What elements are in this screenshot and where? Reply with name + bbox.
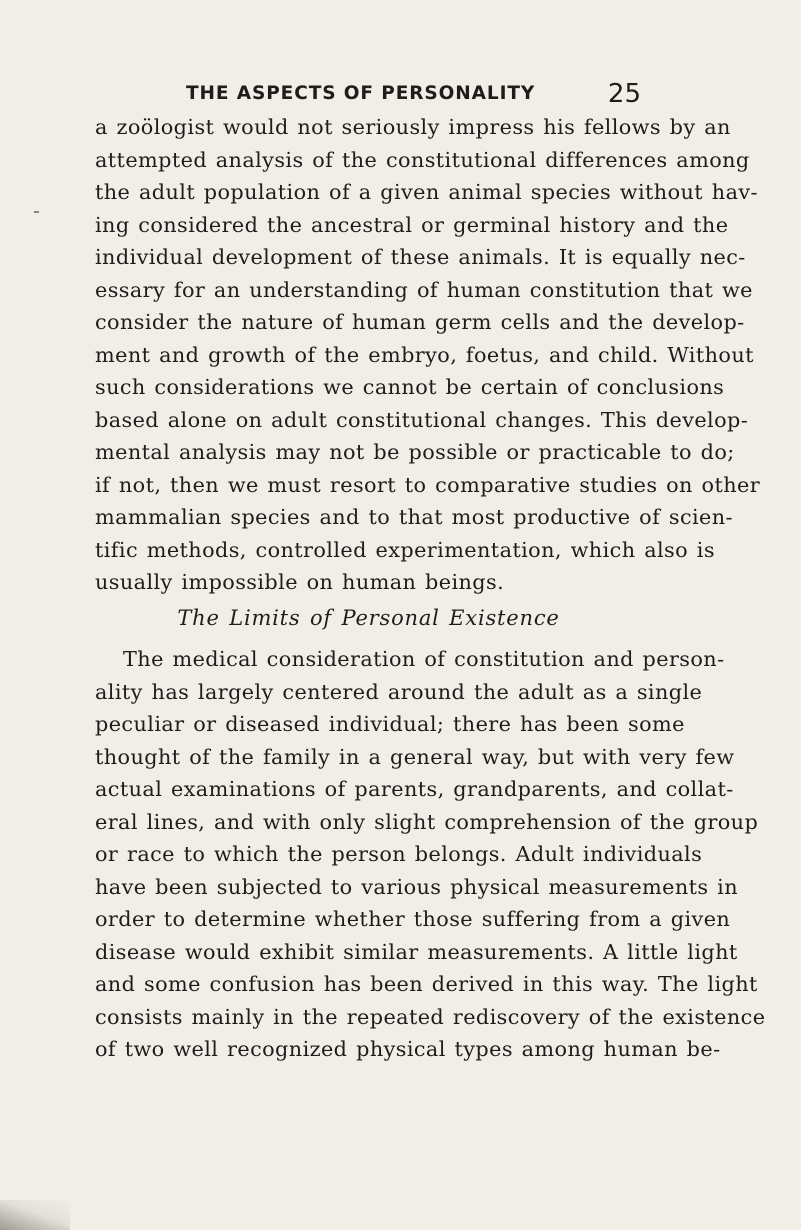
margin-mark (34, 211, 39, 213)
text-line: mental analysis may not be possible or practicable to do; (95, 440, 735, 464)
text-line: tific methods, controlled experimentation, which also is (95, 537, 715, 562)
text-line: individual development of these animals. It is equally nec- (95, 245, 746, 269)
page-header (186, 79, 641, 111)
section-title: The Limits of Personal Existence (177, 606, 560, 630)
paragraph-2 (95, 643, 766, 1066)
text-line: thought of the family in a general way, but with very few (95, 744, 735, 769)
text-line: if not, then we must resort to comparative studies on other (95, 472, 761, 497)
text-line: disease would exhibit similar measurements. A little light (95, 939, 738, 964)
text-line: eral lines, and with only slight comprehension of the group (95, 809, 759, 834)
running-head: THE ASPECTS OF PERSONALITY (186, 83, 536, 104)
text-line: ing considered the ancestral or germinal history and the (95, 212, 729, 237)
text-line: The medical consideration of constitution and person- (123, 647, 725, 671)
scan-corner-shadow (0, 1200, 70, 1230)
text-line: order to determine whether those suffering from a given (95, 907, 731, 931)
text-line: peculiar or diseased individual; there has been some (95, 712, 685, 736)
text-line: essary for an understanding of human constitution that we (95, 277, 753, 302)
text-line: usually impossible on human beings. (95, 570, 505, 594)
text-line: based alone on adult constitutional changes. This develop- (95, 407, 749, 432)
text-line: ment and growth of the embryo, foetus, and child. Without (95, 342, 754, 367)
text-line: a zoölogist would not seriously impress his fellows by an (95, 115, 731, 139)
paragraph-1 (95, 111, 761, 599)
text-line: ality has largely centered around the adult as a single (95, 679, 703, 704)
text-line: have been subjected to various physical measurements in (95, 874, 739, 899)
text-line: consider the nature of human germ cells and the develop- (95, 310, 745, 334)
text-line: consists mainly in the repeated rediscovery of the existence (95, 1004, 766, 1029)
text-line: of two well recognized physical types among human be- (95, 1037, 721, 1061)
text-line: the adult population of a given animal species without hav- (95, 180, 758, 204)
text-line: and some confusion has been derived in this way. The light (95, 972, 758, 996)
text-line: or race to which the person belongs. Adult individuals (95, 842, 703, 866)
text-line: attempted analysis of the constitutional differences among (95, 147, 750, 172)
page-number: 25 (607, 79, 641, 109)
text-line: mammalian species and to that most productive of scien- (95, 505, 733, 529)
text-line: actual examinations of parents, grandparents, and collat- (95, 777, 734, 801)
text-line: such considerations we cannot be certain of conclusions (95, 375, 725, 399)
